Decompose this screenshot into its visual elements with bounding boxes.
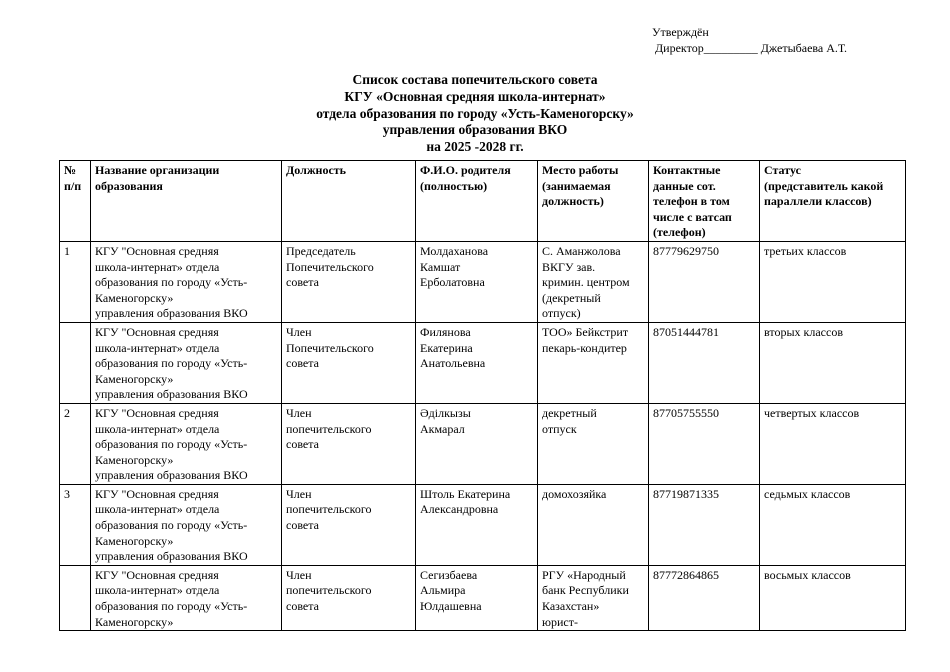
approval-label: Утверждён — [652, 25, 709, 39]
cell-position: Член попечительского совета — [282, 565, 416, 630]
cell-position: Председатель Попечительского совета — [282, 241, 416, 322]
cell-phone: 87772864865 — [649, 565, 760, 630]
cell-status: четвертых классов — [760, 403, 906, 484]
cell-organization: КГУ "Основная средняя школа-интернат» отдела образования по городу «Усть- Каменогорску» управления образования ВКО — [91, 322, 282, 403]
cell-workplace: ТОО» Бейкстрит пекарь-кондитер — [538, 322, 649, 403]
cell-organization: КГУ "Основная средняя школа-интернат» отдела образования по городу «Усть- Каменогорску» — [91, 565, 282, 630]
header-organization: Название организации образования — [91, 161, 282, 242]
cell-workplace: домохозяйка — [538, 484, 649, 565]
cell-parent-name: Штоль Екатерина Александровна — [416, 484, 538, 565]
title-line-4: управления образования ВКО — [382, 122, 568, 138]
cell-workplace: РГУ «Народный банк Республики Казахстан» юрист- — [538, 565, 649, 630]
director-signature-line: Директор_________ Джетыбаева А.Т. — [655, 41, 848, 55]
title-line-1: Список состава попечительского совета — [352, 72, 598, 87]
cell-number — [60, 322, 91, 403]
cell-status: третьих классов — [760, 241, 906, 322]
cell-phone: 87051444781 — [649, 322, 760, 403]
header-position: Должность — [282, 161, 416, 242]
table-row — [60, 565, 906, 630]
header-contacts: Контактные данные сот. телефон в том числе с ватсап (телефон) — [649, 161, 760, 242]
cell-parent-name: Филянова Екатерина Анатольевна — [416, 322, 538, 403]
cell-organization: КГУ "Основная средняя школа-интернат» отдела образования по городу «Усть- Каменогорску» управления образования ВКО — [91, 484, 282, 565]
header-status: Статус (представитель какой параллели классов) — [760, 161, 906, 242]
cell-status: седьмых классов — [760, 484, 906, 565]
document-title — [0, 72, 950, 156]
cell-number — [60, 565, 91, 630]
approval-block — [652, 24, 847, 56]
table-header-row — [60, 161, 906, 242]
header-parent-name: Ф.И.О. родителя (полностью) — [416, 161, 538, 242]
cell-workplace: декретный отпуск — [538, 403, 649, 484]
cell-status: восьмых классов — [760, 565, 906, 630]
cell-parent-name: Сегизбаева Альмира Юлдашевна — [416, 565, 538, 630]
cell-workplace: С. Аманжолова ВКГУ зав. кримин. центром (декретный отпуск) — [538, 241, 649, 322]
cell-number: 1 — [60, 241, 91, 322]
title-line-2: КГУ «Основная средняя школа-интернат» — [344, 88, 606, 104]
table-row — [60, 241, 906, 322]
header-number: № п/п — [60, 161, 91, 242]
cell-organization: КГУ "Основная средняя школа-интернат» отдела образования по городу «Усть- Каменогорску» управления образования ВКО — [91, 241, 282, 322]
cell-position: Член попечительского совета — [282, 484, 416, 565]
cell-phone: 87719871335 — [649, 484, 760, 565]
title-line-3: отдела образования по городу «Усть-Каменогорску» — [316, 105, 634, 121]
council-members-table — [59, 160, 906, 631]
cell-organization: КГУ "Основная средняя школа-интернат» отдела образования по городу «Усть- Каменогорску» управления образования ВКО — [91, 403, 282, 484]
table-row — [60, 403, 906, 484]
cell-position: Член Попечительского совета — [282, 322, 416, 403]
cell-phone: 87779629750 — [649, 241, 760, 322]
table-row — [60, 484, 906, 565]
title-line-5: на 2025 -2028 гг. — [426, 139, 524, 155]
cell-parent-name: Әділкызы Акмарал — [416, 403, 538, 484]
cell-number: 3 — [60, 484, 91, 565]
table-row — [60, 322, 906, 403]
cell-phone: 87705755550 — [649, 403, 760, 484]
header-workplace: Место работы (занимаемая должность) — [538, 161, 649, 242]
cell-status: вторых классов — [760, 322, 906, 403]
cell-number: 2 — [60, 403, 91, 484]
cell-position: Член попечительского совета — [282, 403, 416, 484]
cell-parent-name: Молдаханова Камшат Ерболатовна — [416, 241, 538, 322]
